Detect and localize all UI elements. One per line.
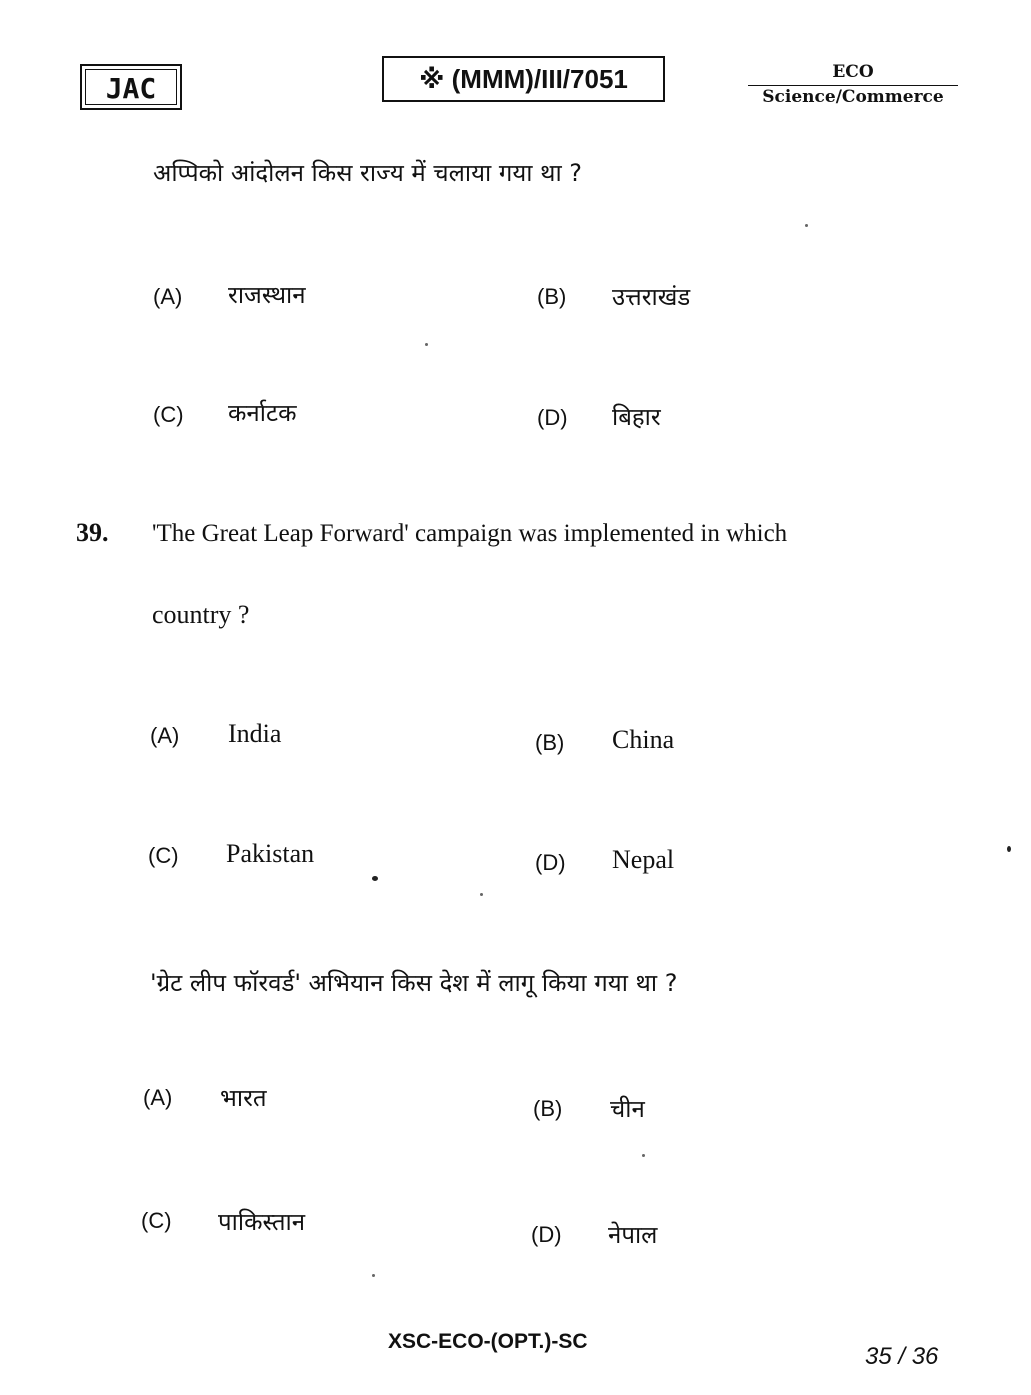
q39-option-a-text: India [228,719,282,748]
q38-option-a-label: (A) [153,284,183,309]
scan-speck [372,876,378,881]
q38-option-b-text: उत्तराखंड [612,283,691,311]
q39-option-c-label: (C) [148,843,179,868]
q39-hindi-option-c-text: पाकिस्तान [218,1208,306,1236]
q38-option-c-label: (C) [153,402,184,427]
q39-question-line2: country ? [152,600,250,629]
q39-hindi-option-c-label: (C) [141,1208,172,1233]
q39-option-d-label: (D) [535,850,566,875]
q39-option-a-label: (A) [150,723,180,748]
q39-hindi-question: 'ग्रेट लीप फॉरवर्ड' अभियान किस देश में लागू किया गया था ? [150,969,678,997]
q39-question-line1: 'The Great Leap Forward' campaign was implemented in which [152,520,788,547]
q38-option-d-label: (D) [537,405,568,430]
scan-speck [1007,846,1011,852]
stream-label: Science/Commerce [762,87,944,107]
subject-divider [748,85,958,86]
q38-option-d-text: बिहार [612,403,661,431]
page-number: 35 / 36 [865,1343,939,1370]
q39-option-d-text: Nepal [612,845,675,874]
q39-hindi-option-b-text: चीन [610,1095,645,1123]
q39-hindi-option-a-label: (A) [143,1085,173,1110]
board-label: JAC [80,64,182,110]
q39-hindi-option-d-label: (D) [531,1222,562,1247]
q39-number: 39. [76,518,109,547]
scan-speck [372,1274,375,1277]
q39-hindi-option-d-text: नेपाल [608,1221,658,1249]
q38-hindi-question: अप्पिको आंदोलन किस राज्य में चलाया गया था ? [153,159,583,187]
q39-option-b-label: (B) [535,730,565,755]
q39-option-c-text: Pakistan [226,839,315,868]
subject-label: ECO [832,62,874,82]
q39-option-b-text: China [612,725,675,754]
q39-hindi-option-b-label: (B) [533,1096,563,1121]
scan-speck [425,343,428,346]
footer-paper-code: XSC-ECO-(OPT.)-SC [388,1330,588,1353]
q38-option-b-label: (B) [537,284,567,309]
q38-option-a-text: राजस्थान [228,281,306,309]
scan-speck [642,1154,645,1157]
scan-speck [480,893,483,896]
scan-speck [805,224,808,227]
q39-hindi-option-a-text: भारत [220,1084,267,1112]
paper-code: ※ (MMM)/III/7051 [382,56,665,102]
q38-option-c-text: कर्नाटक [228,399,297,427]
